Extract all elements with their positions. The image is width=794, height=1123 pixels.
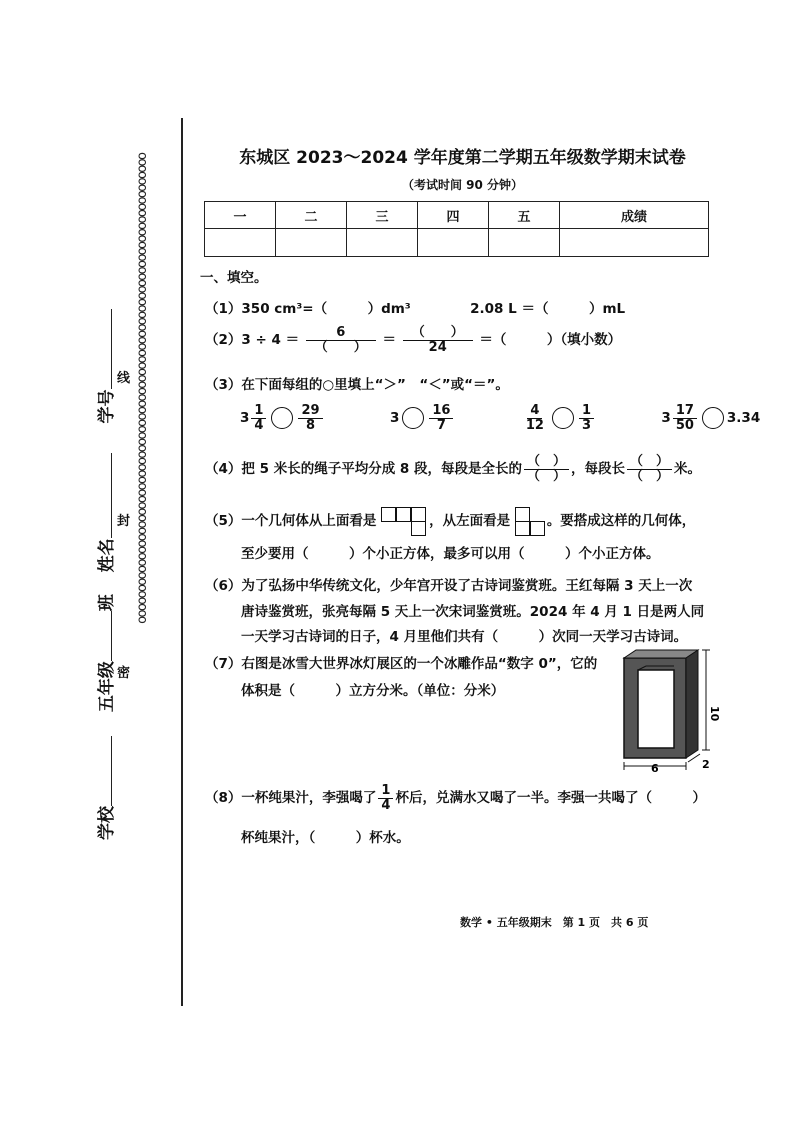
score-header-total: 成绩: [560, 202, 709, 229]
q4-number: （4）: [205, 461, 242, 478]
student-id-label: 学号: [97, 389, 117, 424]
score-header-2: 二: [276, 202, 347, 229]
q7-line-2: 体积是（ ）立方分米。（单位：分米）: [241, 683, 505, 699]
q3-i1-den: 4: [254, 417, 264, 433]
q4-f2-num: （ ）: [627, 455, 672, 470]
q5-part-c: 。要搭成这样的几何体，: [546, 513, 696, 529]
score-header-5: 五: [489, 202, 560, 229]
name-label: 姓名: [97, 538, 117, 573]
question-7: [205, 652, 597, 672]
q8-part-a: 一杯纯果汁，李强喝了: [241, 790, 377, 807]
q3-i2-rnum: 16: [429, 404, 453, 419]
width-label: 6: [651, 762, 659, 775]
exam-subtitle: （考试时间 90 分钟）: [401, 178, 524, 192]
q3-item-2: [389, 403, 460, 433]
q3-i2-rden: 7: [436, 417, 446, 433]
score-cell-3[interactable]: [347, 229, 418, 257]
q4-fraction-1[interactable]: [524, 455, 569, 483]
q3-i1-rnum: 29: [298, 404, 322, 419]
question-1: [205, 297, 625, 317]
q2-f1-numerator: 6: [306, 326, 376, 341]
q4-tail: 米。: [674, 461, 702, 478]
student-info-line: [92, 309, 117, 840]
top-view-diagram: [381, 507, 429, 535]
frame-hole: [638, 670, 674, 748]
q2-lead: 3 ÷ 4 ＝: [241, 332, 300, 349]
frame-side: [686, 650, 698, 758]
q3-i1-answer-circle[interactable]: [271, 407, 293, 429]
score-cell-1[interactable]: [205, 229, 276, 257]
question-5: [205, 507, 695, 535]
q2-f1-denominator: （ ）: [314, 339, 367, 355]
grade-label: 五年级: [97, 661, 117, 713]
q5-part-a: 一个几何体从上面看是: [241, 513, 377, 529]
q3-items: [240, 404, 760, 432]
q6-line-2: 唐诗鉴赏班，张亮每隔 5 天上一次宋词鉴赏班。2024 年 4 月 1 日是两人同: [241, 604, 705, 620]
q6-number: （6）: [205, 578, 242, 594]
q2-number: （2）: [205, 332, 242, 349]
q4-fraction-2[interactable]: [627, 455, 672, 483]
question-4: [205, 455, 701, 483]
seal-circles: [135, 152, 149, 622]
depth-label: 2: [702, 758, 710, 771]
class-label: 班: [97, 594, 117, 612]
q3-i2-whole: 3: [389, 410, 400, 427]
q3-i1-rden: 8: [305, 417, 316, 433]
q3-i3-answer-circle[interactable]: [552, 407, 574, 429]
q4-f1-num: （ ）: [524, 455, 569, 470]
q8-denominator: 4: [381, 797, 391, 813]
q3-i2-answer-circle[interactable]: [402, 407, 424, 429]
question-2: [205, 326, 621, 354]
q5-number: （5）: [205, 513, 242, 529]
q3-i2-rfrac: [429, 404, 453, 432]
q3-i4-frac: [673, 404, 697, 432]
q3-i1-whole: 3: [240, 410, 250, 427]
q8-part-b: 杯后，兑满水又喝了一半。李强一共喝了（ ）: [395, 790, 706, 807]
left-view-square-3: [530, 521, 545, 536]
q1-part-b: 2.08 L ＝（ ）mL: [470, 301, 626, 317]
q3-text: 在下面每组的○里填上“＞” “＜”或“＝”。: [241, 377, 509, 393]
q2-f2-numerator: （ ）: [403, 326, 473, 341]
q5-part-b: ，从左面看是: [429, 513, 511, 529]
school-label: 学校: [97, 806, 117, 840]
q3-i4-right: 3.34: [726, 410, 761, 427]
q8-number: （8）: [205, 790, 242, 807]
class-field[interactable]: [111, 611, 112, 661]
top-view-square-1: [381, 507, 396, 522]
seal-word-feng: 封: [117, 514, 131, 529]
q3-i4-whole: 3: [661, 410, 671, 427]
score-header-1: 一: [205, 202, 276, 229]
left-view-diagram: [515, 507, 547, 535]
q8-fraction: [378, 784, 393, 812]
page-footer: 数学 • 五年级期末 第 1 页 共 6 页: [460, 916, 649, 929]
q4-mid: ，每段长: [571, 461, 626, 478]
exam-title: 东城区 2023～2024 学年度第二学期五年级数学期末试卷: [239, 148, 686, 168]
q3-i1-frac: [251, 404, 266, 432]
q3-i4-answer-circle[interactable]: [702, 407, 724, 429]
q3-item-1: [240, 403, 329, 433]
q3-item-4: [661, 403, 761, 433]
ice-sculpture-zero-diagram: [618, 646, 721, 776]
top-view-square-4: [411, 521, 426, 536]
q7-number: （7）: [205, 656, 242, 672]
school-field[interactable]: [111, 736, 112, 806]
q4-f1-den: （ ）: [527, 468, 567, 484]
q4-text: 把 5 米长的绳子平均分成 8 段，每段是全长的: [241, 461, 522, 478]
q3-i4-den: 50: [675, 417, 694, 433]
question-3: [205, 373, 509, 393]
student-id-field[interactable]: [111, 309, 112, 389]
score-header-3: 三: [347, 202, 418, 229]
q3-i1-rfrac: [298, 404, 322, 432]
seal-word-mi: 密: [117, 666, 131, 681]
section-heading: 一、填空。: [200, 270, 268, 286]
q2-equals: ＝: [382, 332, 397, 349]
q2-tail: ＝（ ）（填小数）: [479, 332, 622, 349]
score-cell-4[interactable]: [418, 229, 489, 257]
q3-i3-den: 12: [525, 417, 544, 433]
q3-i3-rfrac: [579, 404, 594, 432]
q2-f2-denominator: 24: [428, 339, 447, 355]
q6-line-3: 一天学习古诗词的日子，4 月里他们共有（ ）次同一天学习古诗词。: [241, 629, 688, 645]
score-cell-total[interactable]: [560, 229, 709, 257]
q3-i3-rden: 3: [581, 417, 591, 433]
name-field[interactable]: [111, 453, 112, 538]
seal-circle-column: oooooooooooooooooooooooooooooooooooooooooooooooooooooooooooooooooooooooooo: [134, 152, 150, 623]
score-cell-2[interactable]: [276, 229, 347, 257]
top-view-square-2: [396, 507, 411, 522]
left-view-square-1: [515, 507, 530, 522]
height-label: 10: [708, 706, 721, 722]
q5-line-2: 至少要用（ ）个小正方体，最多可以用（ ）个小正方体。: [241, 546, 660, 562]
q3-i3-rnum: 1: [579, 404, 594, 419]
q3-i1-num: 1: [251, 404, 266, 419]
q6-line-1: 为了弘扬中华传统文化，少年宫开设了古诗词鉴赏班。王红每隔 3 天上一次: [241, 578, 693, 594]
q4-f2-den: （ ）: [630, 468, 670, 484]
q8-numerator: 1: [378, 784, 393, 799]
left-view-square-2: [515, 521, 530, 536]
score-table: [204, 201, 709, 257]
q2-fraction-2: [403, 326, 473, 354]
score-cell-5[interactable]: [489, 229, 560, 257]
q2-fraction-1: [306, 326, 376, 354]
q3-item-3: [521, 403, 601, 433]
q8-line-2: 杯纯果汁，（ ）杯水。: [241, 830, 410, 846]
score-header-4: 四: [418, 202, 489, 229]
seal-word-xian: 线: [117, 371, 131, 386]
q1-part-a: 350 cm³=（ ）dm³: [241, 301, 411, 317]
top-view-square-3: [411, 507, 426, 522]
q3-i4-num: 17: [673, 404, 697, 419]
question-8: [205, 784, 706, 812]
question-6: [205, 574, 692, 594]
q1-number: （1）: [205, 301, 242, 317]
q3-i3-frac: [523, 404, 547, 432]
q7-line-1: 右图是冰雪大世界冰灯展区的一个冰雕作品“数字 0”，它的: [241, 656, 598, 672]
q3-i3-num: 4: [527, 404, 542, 419]
q3-number: （3）: [205, 377, 242, 393]
